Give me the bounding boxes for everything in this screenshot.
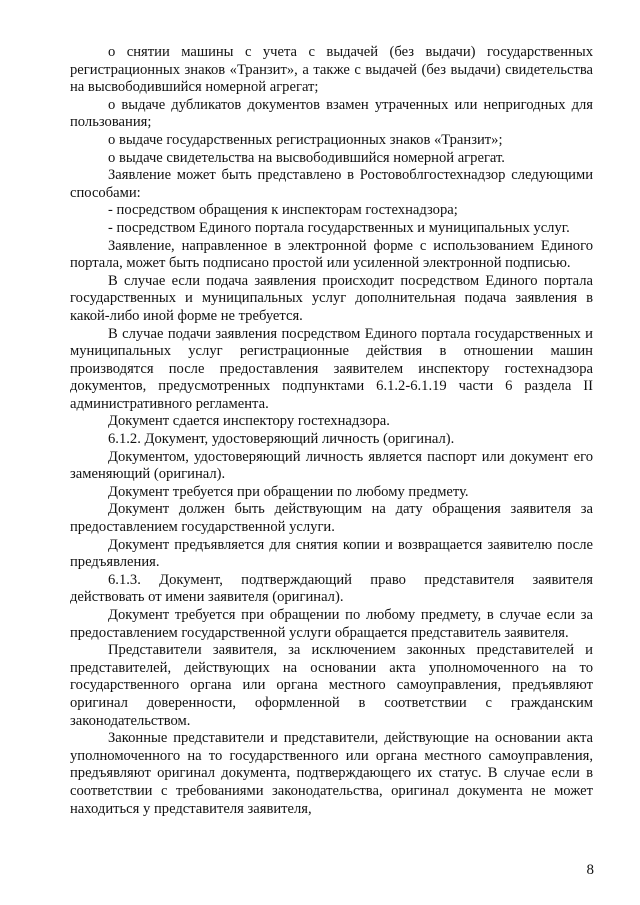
paragraph: Заявление может быть представлено в Ростовоблгостехнадзор следующими способами:	[70, 167, 593, 201]
paragraph: о снятии машины с учета с выдачей (без выдачи) государственных регистрационных знаков «Транзит», а также с выдачей (без выдачи) свидетельства на высвободившийся номерной агрегат;	[70, 44, 593, 96]
paragraph: В случае если подача заявления происходит посредством Единого портала государственных и муниципальных услуг дополнительная подача заявления в какой-либо иной форме не требуется.	[70, 272, 593, 324]
paragraph: Представители заявителя, за исключением законных представителей и представителей, действующих на основании акта уполномоченного на то государственного органа или органа местного самоуправления, предъявляют оригинал доверенности, оформленной в соответствии с гражданским законодательством.	[70, 642, 593, 729]
section-heading: 6.1.2. Документ, удостоверяющий личность (оригинал).	[108, 431, 455, 448]
paragraph: о выдаче свидетельства на высвободившийся номерной агрегат.	[108, 149, 505, 166]
paragraph: Документ должен быть действующим на дату обращения заявителя за предоставлением государственной услуги.	[70, 501, 593, 536]
paragraph: В случае подачи заявления посредством Единого портала государственных и муниципальных услуг регистрационные действия в отношении машин производятся после предоставления заявителем инспектору гостехнадзора документов, предусмотренных подпунктами 6.1.2-6.1.19 части 6 раздела II административного регламента.	[70, 325, 593, 412]
paragraph: - посредством Единого портала государственных и муниципальных услуг.	[108, 219, 570, 236]
paragraph: Заявление, направленное в электронной форме с использованием Единого портала, может быть подписано простой или усиленной электронной подписью.	[70, 237, 593, 272]
paragraph: Документ сдается инспектору гостехнадзора.	[108, 413, 390, 430]
paragraph: Документ требуется при обращении по любому предмету.	[108, 483, 469, 500]
paragraph: Документ требуется при обращении по любому предмету, в случае если за предоставлением государственной услуги обращается представитель заявителя.	[70, 607, 593, 641]
paragraph: о выдаче государственных регистрационных знаков «Транзит»;	[108, 131, 503, 148]
paragraph: Документом, удостоверяющий личность является паспорт или документ его заменяющий (оригинал).	[70, 448, 593, 483]
paragraph: о выдаче дубликатов документов взамен утраченных или непригодных для пользования;	[70, 96, 593, 131]
paragraph: Законные представители и представители, действующие на основании акта уполномоченного на то государственного или органа местного самоуправления, предъявляют оригинал документа, подтверждающего их статус. В случае если в соответствии с требованиями законодательства, оригинал документа не может находиться у представителя заявителя,	[70, 730, 593, 817]
page-number: 8	[586, 862, 594, 878]
document-body	[70, 44, 593, 818]
paragraph: - посредством обращения к инспекторам гостехнадзора;	[108, 202, 458, 219]
section-heading: 6.1.3. Документ, подтверждающий право представителя заявителя действовать от имени заявителя (оригинал).	[70, 571, 593, 606]
paragraph: Документ предъявляется для снятия копии и возвращается заявителю после предъявления.	[70, 536, 593, 571]
